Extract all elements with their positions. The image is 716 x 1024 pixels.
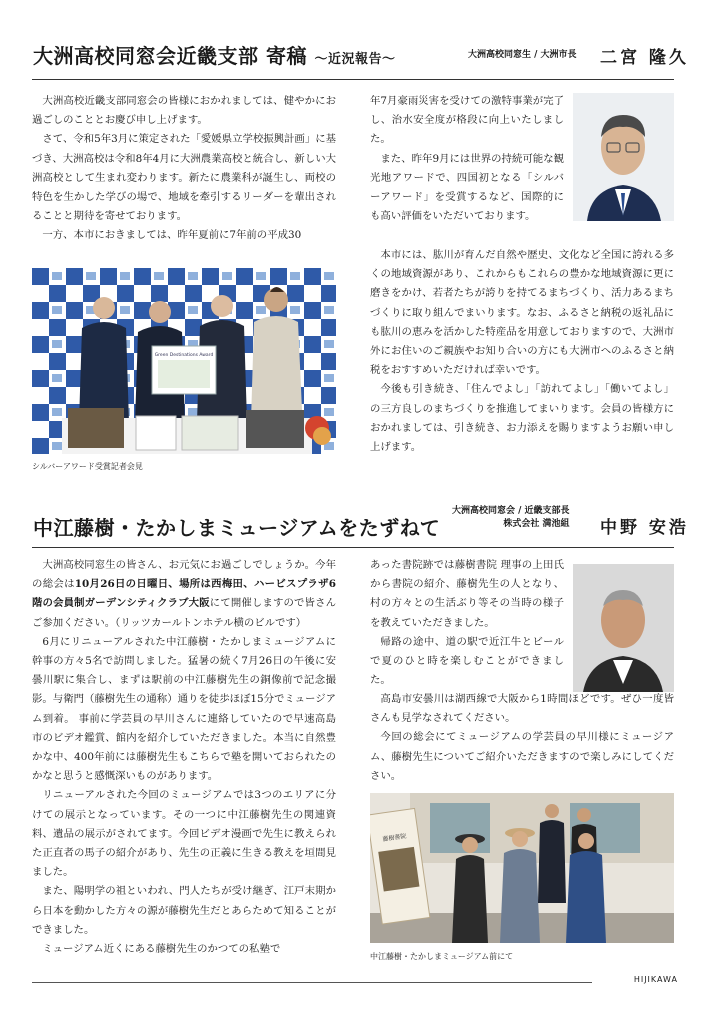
paragraph: 今後も引き続き、「住んでよし」「訪れてよし」「働いてよし」の三方良しのまちづくりを推進してまいります。会員の皆様方におかれましては、引き続き、お力添えを賜りますようお願い申し上げます。 — [370, 383, 674, 454]
article2-author-role-line1: 大洲高校同窓会 / 近畿支部長 — [452, 506, 570, 516]
paragraph: 大洲高校同窓生の皆さん、お元気にお過ごしでしょうか。今年の総会は10月26日の日曜日、場所は西梅田、ハービスプラザ6階の会員制ガーデンシティクラブ大阪にて開催しますので皆さんご参加ください。（リッツカールトンホテル横のビルです） — [32, 559, 336, 629]
branch-head-portrait — [573, 564, 674, 692]
museum-group-photo-graphic — [370, 793, 674, 943]
brochure-title: 藤樹書院 — [382, 832, 407, 844]
paragraph: また、陽明学の祖といわれ、門人たちが受け継ぎ、江戸末期から日本を動かした方々の源が藤樹先生だとあらためて知ることができました。 — [32, 885, 336, 936]
award-certificate-text: Green Destinations Award — [154, 353, 214, 358]
museum-photo-caption: 中江藤樹・たかしまミュージアム前にて — [370, 952, 514, 961]
article1-title: 大洲高校同窓会近畿支部 寄稿 〜近況報告〜 — [33, 44, 396, 68]
article1-column-2-bottom — [370, 246, 674, 457]
mayor-portrait-graphic — [573, 93, 674, 221]
award-photo-caption: シルバーアワード受賞記者会見 — [32, 462, 143, 471]
meeting-details: 10月26日の日曜日、場所は西梅田、ハービスプラザ6階の会員制ガーデンシティクラブ大阪 — [32, 578, 336, 610]
article2-author-name: 中野 安浩 — [600, 518, 689, 538]
paragraph: 6月にリニューアルされた中江藤樹・たかしまミュージアムに幹事の方々5名で訪問しました。猛暑の続く7月26日の午後に安曇川駅に集合し、まずは駅前の中江藤樹先生の銅像前で記念撮影。与衛門（藤樹先生の通称）通りを徒歩ほぼ15分でミュージアム到着。 事前に学芸員の早川さんに連絡していたので早速高島市のビデオ鑑賞、館内を紹介していただきました。本当に自然豊かな中、400年前には藤樹先生もこちらで塾を開いておられたのかなと思うと感慨深いものがあります。 — [32, 635, 336, 783]
article1-author-role: 大洲高校同窓生 / 大洲市長 — [468, 50, 577, 60]
paragraph: 一方、本市におきましては、昨年夏前に7年前の平成30 — [42, 229, 302, 242]
article2-header-rule — [32, 547, 674, 548]
footer-publication-name: HIJIKAWA — [633, 975, 678, 984]
paragraph: また、昨年9月には世界の持続可能な観光地アワードで、四国初となる「シルバーアワード」を受賞するなど、国際的にも高い評価をいただいております。 — [370, 152, 564, 223]
award-press-photo-graphic — [32, 268, 336, 454]
article1-header-rule — [32, 79, 674, 80]
mayor-portrait — [573, 93, 674, 221]
paragraph: リニューアルされた今回のミュージアムでは3つのエリアに分けての展示となっています。その一つに中江藤樹先生の関連資料、遺品の展示がされてます。今回ビデオ漫画で先生に教えられた正直者の馬子の紹介があり、先生の正義に生きる教えを垣間見ました。 — [32, 789, 336, 879]
paragraph: さて、令和5年3月に策定された「愛媛県立学校振興計画」に基づき、大洲高校は令和8年4月に大洲農業高校と統合し、新しい大洲高校として生まれ変わります。新たに農業科が誕生し、両校の特色を生かした学びの場で、地域を牽引するリーダーを輩出されることと期待を寄せております。 — [32, 133, 336, 223]
paragraph: 大洲高校近畿支部同窓会の皆様におかれましては、健やかにお過ごしのこととお慶び申し上げます。 — [32, 95, 336, 127]
paragraph: 高島市安曇川は湖西線で大阪から1時間ほどです。ぜひ一度皆さんも見学なされてください。 — [370, 693, 674, 725]
branch-head-portrait-graphic — [573, 564, 674, 692]
article2-column-2-bottom — [370, 690, 674, 786]
paragraph: 帰路の途中、道の駅で近江牛とビールで夏のひと時を楽しむことができました。 — [370, 635, 564, 687]
article2-author-role — [452, 505, 570, 531]
museum-group-photo — [370, 793, 674, 943]
award-press-photo — [32, 268, 336, 454]
article1-column-2-top — [370, 92, 564, 226]
article1-subtitle: 〜近況報告〜 — [314, 52, 396, 67]
footer-rule — [32, 982, 592, 983]
article2-column-1 — [32, 556, 336, 959]
article2-title: 中江藤樹・たかしまミュージアムをたずねて — [33, 516, 441, 540]
paragraph: 本市には、肱川が育んだ自然や歴史、文化など全国に誇れる多くの地域資源があり、これからもこれらの豊かな地域資源に更に磨きをかけ、若者たちが誇りを持てるまちづくり、活力あるまちづくりに取り組んでまいります。なお、ふるさと納税の返礼品にも肱川の恵みを活かした特産品を用意しておりますので、大洲市外にお住いのご親族やお知り合いの方にも大洲市へのふるさと納税をおすすめいただければ幸いです。 — [370, 249, 674, 377]
paragraph: 年7月豪雨災害を受けての激特事業が完了し、治水安全度が格段に向上いたしました。 — [370, 95, 564, 146]
article1-column-1 — [32, 92, 336, 246]
paragraph: 今回の総会にてミュージアムの学芸員の早川様にミュージアム、藤樹先生についてご紹介いただきますので楽しみにしてください。 — [370, 731, 674, 782]
article1-author-name: 二宮 隆久 — [600, 48, 689, 68]
article2-column-2-top — [370, 556, 564, 690]
article2-author-role-line2: 株式会社 満池組 — [503, 519, 570, 529]
paragraph: ミュージアム近くにある藤樹先生のかつての私塾で — [42, 943, 281, 956]
paragraph: あった書院跡では藤樹書院 理事の上田氏から書院の紹介、藤樹先生の人となり、村の方々との生活ぶり等その当時の様子を教えていただきました。 — [370, 559, 564, 629]
